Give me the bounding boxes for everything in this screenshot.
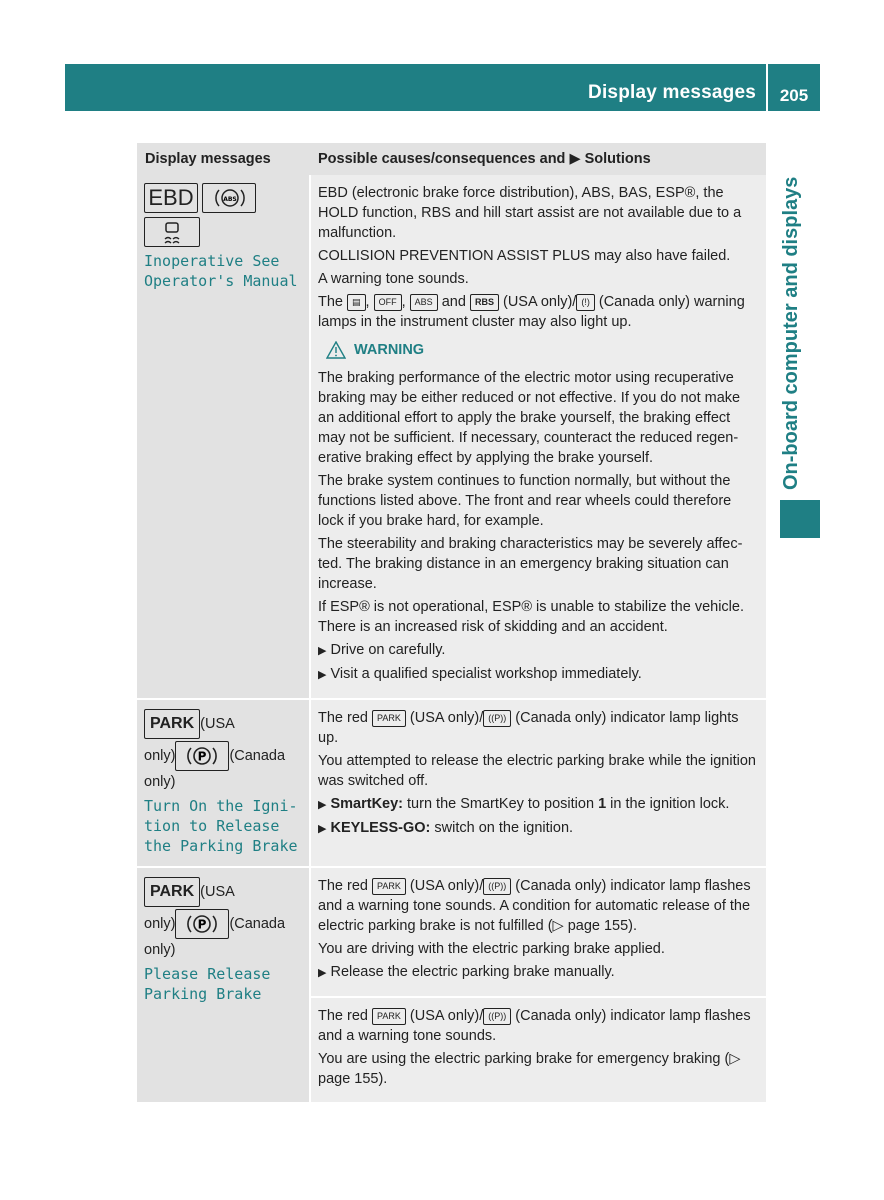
park-icon: PARK <box>144 709 200 739</box>
parking-brake-small-icon: ((P)) <box>483 710 511 727</box>
side-section-label: On-board computer and displays <box>780 176 802 490</box>
svg-text:ABS: ABS <box>223 196 237 203</box>
warning-heading: WARNING <box>326 340 759 360</box>
warning-paragraph: If ESP® is not operational, ESP® is unable to stabilize the vehicle. There is an increased risk of skidding and an accident. <box>318 599 744 635</box>
table-row <box>137 867 766 997</box>
esp-off-icon: OFF <box>374 294 402 311</box>
causes-cell <box>310 997 766 1103</box>
col-header-display-messages: Display messages <box>137 143 310 175</box>
svg-text:P: P <box>198 749 207 764</box>
table-header-row <box>137 143 766 175</box>
display-text-line: Please Release <box>144 965 271 983</box>
display-cell: PARK (USA only) P (Canada only) Please Release Parking Brake <box>137 867 310 1103</box>
skid-car-icon <box>144 217 200 247</box>
display-text-line: Turn On the Igni- <box>144 797 298 815</box>
display-text-line: Parking Brake <box>144 985 262 1003</box>
cause-paragraph: COLLISION PREVENTION ASSIST PLUS may also have failed. <box>318 248 731 264</box>
causes-cell <box>310 699 766 867</box>
cause-paragraph: The red PARK (USA only)/ ((P)) (Canada only) indicator lamp flashes and a warning tone sounds. <box>318 1008 751 1044</box>
table-row <box>137 175 766 699</box>
warning-paragraph: The braking performance of the electric motor using recuperative braking may be either reduced or not effective. If you do not make an additional effort to apply the brake yourself, the braking effect may not be sufficient. If necessary, counteract the reduced regenerative braking effect by applying the brake yourself. <box>318 370 741 466</box>
causes-cell <box>310 867 766 997</box>
side-section-title <box>780 155 810 490</box>
display-text-line: tion to Release <box>144 817 280 835</box>
side-tab-marker <box>780 500 820 538</box>
cause-paragraph: EBD (electronic brake force distribution), ABS, BAS, ESP®, the HOLD function, RBS and hill start assist are not available due to a malfunction. <box>318 185 742 241</box>
park-small-icon: PARK <box>372 1008 406 1025</box>
cause-paragraph: You are driving with the electric parking brake applied. <box>318 941 665 957</box>
display-messages-table <box>137 143 766 1104</box>
cause-paragraph: The red PARK (USA only)/ ((P)) (Canada only) indicator lamp lights up. <box>318 710 739 746</box>
cause-paragraph: The ▤ , OFF , ABS and RBS (USA only)/ (!) (Canada only) warning lamps in the instrument cluster may also light up. <box>318 294 745 330</box>
page-title: Display messages <box>588 82 756 103</box>
park-small-icon: PARK <box>372 710 406 727</box>
parking-brake-small-icon: ((P)) <box>483 878 511 895</box>
causes-cell <box>310 175 766 699</box>
park-icon: PARK <box>144 877 200 907</box>
abs-icon <box>202 183 256 213</box>
col-header-causes: Possible causes/consequences and ▶ Solutions <box>310 143 766 175</box>
parking-brake-icon <box>175 909 229 939</box>
display-cell <box>137 175 310 699</box>
table-row <box>137 699 766 867</box>
ebd-icon: EBD <box>144 183 198 213</box>
cause-paragraph: You attempted to release the electric parking brake while the ignition was switched off. <box>318 753 756 789</box>
svg-text:P: P <box>198 917 207 932</box>
rbs-icon: RBS <box>470 294 499 311</box>
cause-paragraph: A warning tone sounds. <box>318 271 469 287</box>
warning-triangle-icon <box>326 341 346 359</box>
display-text-line: the Parking Brake <box>144 837 298 855</box>
abs-small-icon: ABS <box>410 294 438 311</box>
parking-brake-icon <box>175 741 229 771</box>
skid-car-small-icon: ▤ <box>347 294 366 311</box>
cause-paragraph: The red PARK (USA only)/ ((P)) (Canada only) indicator lamp flashes and a warning tone sounds. A condition for automatic release of the electric parking brake is not fulfilled (▷ page 155). <box>318 878 751 934</box>
cause-paragraph: You are using the electric parking brake for emergency braking (▷ page 155). <box>318 1051 741 1087</box>
warning-paragraph: The brake system continues to function normally, but without the functions listed above. The front and rear wheels could therefore lock if you brake hard, for example. <box>318 473 732 529</box>
display-text-line: Inoperative See <box>144 252 280 270</box>
brake-warning-icon: (!) <box>576 294 595 311</box>
page-number: 205 <box>779 86 809 105</box>
solution-item: ▶ KEYLESS-GO: switch on the ignition. <box>318 820 574 836</box>
warning-paragraph: The steerability and braking characteristics may be severely affected. The braking distance in an emergency braking situation can increase. <box>318 536 743 592</box>
solution-item: ▶ Release the electric parking brake manually. <box>318 964 615 980</box>
parking-brake-small-icon: ((P)) <box>483 1008 511 1025</box>
solution-item: ▶ Visit a qualified specialist workshop immediately. <box>318 666 642 682</box>
header-bar <box>65 64 766 111</box>
solution-item: ▶ Drive on carefully. <box>318 642 446 658</box>
display-cell: PARK (USA only) P (Canada only) Turn On the Igni- tion to Release the Parking Brake <box>137 699 310 867</box>
solution-item: ▶ SmartKey: turn the SmartKey to position 1 in the ignition lock. <box>318 796 730 812</box>
page-number-box <box>768 64 820 111</box>
display-text-line: Operator's Manual <box>144 272 298 290</box>
park-small-icon: PARK <box>372 878 406 895</box>
